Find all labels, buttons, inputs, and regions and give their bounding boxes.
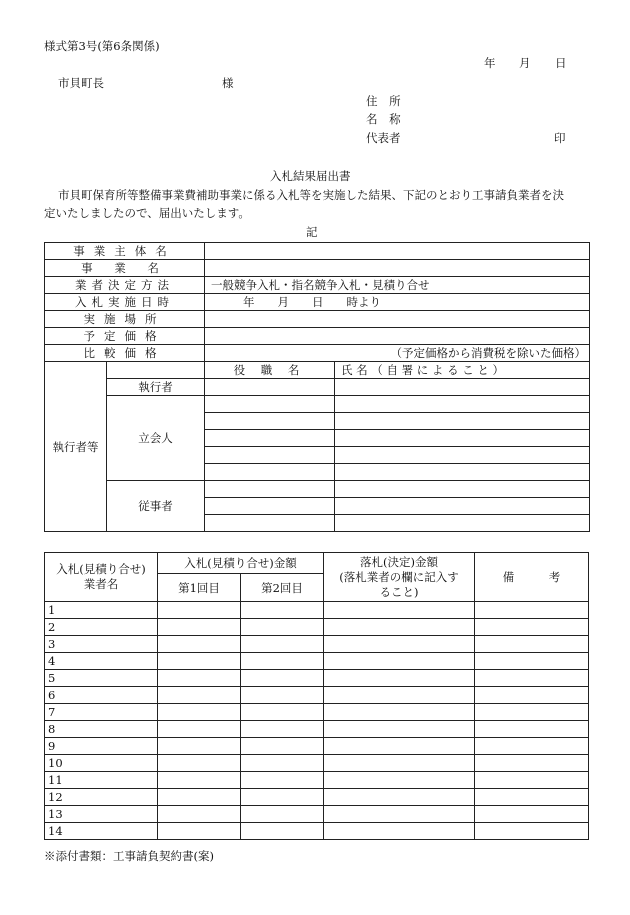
exec-group-label: 執行者等 <box>45 362 107 532</box>
bid-cell[interactable] <box>324 823 475 840</box>
applicant-address-label: 住 所 <box>366 94 405 108</box>
table-row <box>45 294 590 311</box>
bid-cell[interactable] <box>241 721 324 738</box>
bid-cell[interactable] <box>324 721 475 738</box>
table-row <box>45 277 590 294</box>
bid-cell[interactable] <box>324 806 475 823</box>
row-label: 事 業 名 <box>45 260 205 277</box>
row-number: 1 <box>45 602 158 619</box>
bid-cell[interactable] <box>241 789 324 806</box>
table-row <box>45 806 589 823</box>
table-row <box>45 481 590 498</box>
bid-cell[interactable] <box>324 670 475 687</box>
name-header: 氏 名 （ 自 署 に よ る こ と ） <box>335 362 590 379</box>
addressee-honorific: 様 <box>222 76 234 90</box>
bid-cell[interactable] <box>241 602 324 619</box>
addressee-name: 市貝町長 <box>58 76 104 90</box>
executor-label: 執行者 <box>107 379 205 396</box>
bid-cell[interactable] <box>241 670 324 687</box>
table-row <box>45 396 590 413</box>
bid-cell[interactable] <box>158 738 241 755</box>
row-number: 7 <box>45 704 158 721</box>
seal-mark: 印 <box>554 131 566 145</box>
bid-cell[interactable] <box>475 687 589 704</box>
table-row <box>45 602 589 619</box>
row-number: 14 <box>45 823 158 840</box>
date-year: 年 <box>484 56 496 70</box>
bid-cell[interactable] <box>324 602 475 619</box>
bid-cell[interactable] <box>475 806 589 823</box>
table-row <box>45 823 589 840</box>
info-table <box>44 242 590 532</box>
bid-cell[interactable] <box>324 619 475 636</box>
row-value[interactable] <box>205 311 590 328</box>
row-number: 9 <box>45 738 158 755</box>
bid-cell[interactable] <box>241 619 324 636</box>
table-row <box>45 379 590 396</box>
table-row <box>45 704 589 721</box>
bid-cell[interactable] <box>158 755 241 772</box>
bid-cell[interactable] <box>324 789 475 806</box>
applicant-rep-label: 代表者 <box>366 131 401 145</box>
bid-cell[interactable] <box>158 687 241 704</box>
table-row <box>45 772 589 789</box>
bid-cell[interactable] <box>241 687 324 704</box>
bid-cell[interactable] <box>158 806 241 823</box>
table-row <box>45 311 590 328</box>
bid-cell[interactable] <box>241 755 324 772</box>
bidder-header: 入札(見積り合せ) 業者名 <box>45 553 158 602</box>
table-row <box>45 670 589 687</box>
position-header: 役 職 名 <box>205 362 335 379</box>
bid-cell[interactable] <box>475 789 589 806</box>
bid-cell[interactable] <box>475 721 589 738</box>
row-label: 事業主体名 <box>45 243 205 260</box>
bid-cell[interactable] <box>241 653 324 670</box>
table-row <box>45 687 589 704</box>
round1-header: 第1回目 <box>158 574 241 602</box>
bid-cell[interactable] <box>324 687 475 704</box>
row-number: 10 <box>45 755 158 772</box>
row-number: 12 <box>45 789 158 806</box>
table-row <box>45 243 590 260</box>
bid-cell[interactable] <box>475 823 589 840</box>
bid-cell[interactable] <box>324 704 475 721</box>
amount-header: 入札(見積り合せ)金額 <box>158 553 324 574</box>
bid-cell[interactable] <box>475 653 589 670</box>
row-number: 5 <box>45 670 158 687</box>
row-label: 実施場所 <box>45 311 205 328</box>
table-row <box>45 738 589 755</box>
bid-cell[interactable] <box>475 755 589 772</box>
witness-label: 立会人 <box>107 396 205 481</box>
row-value[interactable] <box>205 328 590 345</box>
bid-cell[interactable] <box>241 823 324 840</box>
form-number: 様式第3号(第6条関係) <box>44 39 160 53</box>
row-value: （予定価格から消費税を除いた価格） <box>205 345 590 362</box>
table-row <box>45 721 589 738</box>
body-line-2: 定いたしましたので、届出いたします。 <box>44 206 250 220</box>
bid-cell[interactable] <box>158 823 241 840</box>
table-row <box>45 553 589 574</box>
table-row <box>45 345 590 362</box>
bid-cell[interactable] <box>475 670 589 687</box>
table-row <box>45 260 590 277</box>
applicant-name-label: 名 称 <box>366 112 405 126</box>
bid-cell[interactable] <box>241 738 324 755</box>
body-line-1: 市貝町保育所等整備事業費補助事業に係る入札等を実施した結果、下記のとおり工事請負業者を決 <box>58 188 564 202</box>
date-day: 日 <box>555 56 567 70</box>
table-row <box>45 653 589 670</box>
row-number: 8 <box>45 721 158 738</box>
row-label: 比較価格 <box>45 345 205 362</box>
bid-cell[interactable] <box>158 704 241 721</box>
row-value[interactable] <box>205 260 590 277</box>
bid-cell[interactable] <box>475 738 589 755</box>
row-label: 予定価格 <box>45 328 205 345</box>
bid-cell[interactable] <box>475 602 589 619</box>
ki-heading: 記 <box>306 225 318 239</box>
row-number: 6 <box>45 687 158 704</box>
row-value[interactable] <box>205 243 590 260</box>
bid-cell[interactable] <box>158 636 241 653</box>
attachment-note: ※添付書類：工事請負契約書(案) <box>44 849 214 863</box>
bid-cell[interactable] <box>324 738 475 755</box>
row-value[interactable]: 一般競争入札・指名競争入札・見積り合せ <box>205 277 590 294</box>
table-row <box>45 636 589 653</box>
remarks-header: 備 考 <box>475 553 589 602</box>
bid-table <box>44 552 589 840</box>
bid-cell[interactable] <box>158 670 241 687</box>
bid-cell[interactable] <box>241 806 324 823</box>
table-row <box>45 619 589 636</box>
row-number: 3 <box>45 636 158 653</box>
round2-header: 第2回目 <box>241 574 324 602</box>
row-value[interactable]: 年 月 日 時より <box>205 294 590 311</box>
bid-cell[interactable] <box>158 721 241 738</box>
row-number: 11 <box>45 772 158 789</box>
row-number: 13 <box>45 806 158 823</box>
date-month: 月 <box>519 56 531 70</box>
document-title: 入札結果届出書 <box>270 169 351 183</box>
bid-cell[interactable] <box>158 653 241 670</box>
row-number: 4 <box>45 653 158 670</box>
row-label: 入札実施日時 <box>45 294 205 311</box>
table-row <box>45 755 589 772</box>
bid-cell[interactable] <box>324 772 475 789</box>
bid-cell[interactable] <box>324 653 475 670</box>
bid-cell[interactable] <box>241 704 324 721</box>
bid-cell[interactable] <box>158 602 241 619</box>
row-number: 2 <box>45 619 158 636</box>
bid-cell[interactable] <box>324 636 475 653</box>
bid-cell[interactable] <box>158 789 241 806</box>
row-label: 業者決定方法 <box>45 277 205 294</box>
bid-cell[interactable] <box>475 704 589 721</box>
bid-cell[interactable] <box>475 636 589 653</box>
table-row <box>45 362 590 379</box>
bid-cell[interactable] <box>241 636 324 653</box>
bid-cell[interactable] <box>324 755 475 772</box>
bid-cell[interactable] <box>475 772 589 789</box>
staff-label: 従事者 <box>107 481 205 532</box>
bid-cell[interactable] <box>241 772 324 789</box>
table-row <box>45 328 590 345</box>
bid-cell[interactable] <box>158 619 241 636</box>
bid-cell[interactable] <box>158 772 241 789</box>
award-header: 落札(決定)金額 (落札業者の欄に記入す ること) <box>324 553 475 602</box>
bid-cell[interactable] <box>475 619 589 636</box>
table-row <box>45 789 589 806</box>
